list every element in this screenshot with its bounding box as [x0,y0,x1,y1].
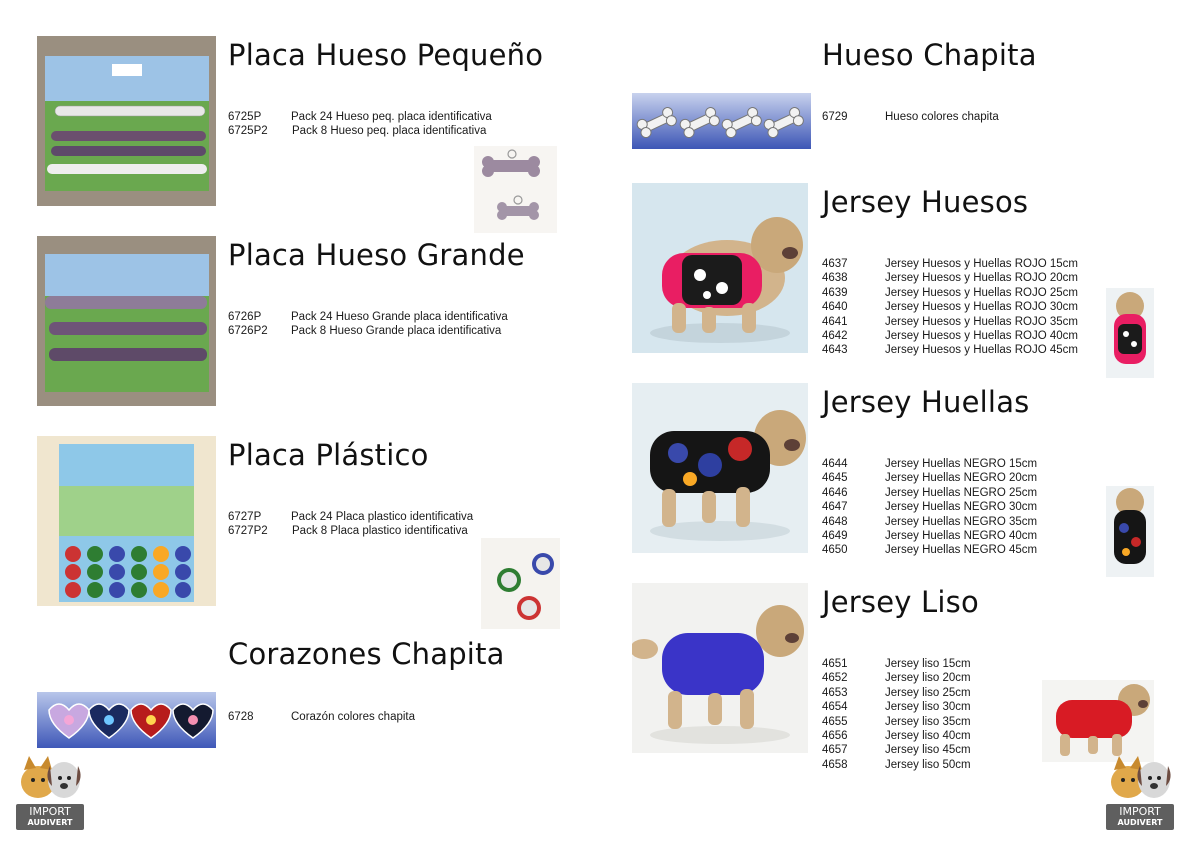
pets-logo-icon [16,752,86,808]
detail-photo-plastic-tags [481,538,560,629]
item-code: 6726P [228,311,262,323]
item-code: 4644 [822,458,848,470]
pets-logo-icon [1106,752,1176,808]
product-photo-jersey-huellas [632,383,808,553]
product-photo-placa-hueso-grande [37,236,216,406]
item-description: Pack 8 Placa plastico identificativa [292,525,468,538]
item-description: Jersey liso 50cm [885,758,971,771]
item-description: Jersey Huellas NEGRO 15cm [885,458,1038,470]
item-code: 4657 [822,744,848,757]
item-description: Pack 24 Placa plastico identificativa [291,511,474,523]
item-code: 4658 [822,758,848,771]
item-code: 4647 [822,501,848,514]
item-description: Jersey liso 15cm [885,658,971,670]
item-description: Jersey Huellas NEGRO 40cm [885,529,1038,542]
detail-photo-jersey-huesos-back [1106,288,1154,378]
brand-logo [1106,752,1176,834]
item-code: 6725P [228,111,262,123]
item-description: Jersey Huesos y Huellas ROJO 15cm [885,258,1079,270]
item-code: 4655 [822,715,848,728]
item-code: 4640 [822,301,848,314]
section-title-jersey-liso: Jersey Liso [822,585,979,619]
item-code: 6729 [822,111,848,123]
item-code: 4651 [822,658,848,670]
product-photo-placa-plastico [37,436,216,606]
item-description: Jersey liso 40cm [885,729,971,742]
logo-line-import: IMPORT [1119,805,1161,818]
item-description: Hueso colores chapita [885,111,999,123]
section-title-jersey-huellas: Jersey Huellas [822,385,1030,419]
item-description: Jersey Huesos y Huellas ROJO 35cm [885,315,1079,328]
detail-photo-jersey-huellas-back [1106,486,1154,577]
section-title-placa-plastico: Placa Plástico [228,438,429,472]
section-title-hueso-chapita: Hueso Chapita [822,38,1037,72]
item-code: 4652 [822,672,848,685]
item-code: 6727P [228,511,262,523]
item-code: 4645 [822,472,848,485]
item-code: 4643 [822,344,848,357]
item-description: Jersey liso 30cm [885,701,971,714]
item-description: Pack 24 Hueso peq. placa identificativa [291,111,492,123]
section-title-placa-hueso-pequeno: Placa Hueso Pequeño [228,38,544,72]
item-code: 4649 [822,529,848,542]
item-code: 6727P2 [228,525,268,538]
item-description: Jersey Huesos y Huellas ROJO 25cm [885,286,1079,299]
item-description: Jersey Huesos y Huellas ROJO 45cm [885,344,1079,357]
item-description: Jersey liso 20cm [885,672,971,685]
item-description: Corazón colores chapita [291,711,416,723]
item-code: 4653 [822,686,848,699]
product-photo-hueso-chapita [632,93,811,149]
item-code: 4654 [822,701,848,714]
logo-line-audivert: AUDIVERT [27,818,73,827]
item-description: Jersey Huellas NEGRO 25cm [885,486,1038,499]
item-description: Pack 8 Hueso peq. placa identificativa [292,125,487,138]
item-description: Jersey liso 45cm [885,744,971,757]
item-description: Jersey liso 35cm [885,715,971,728]
item-code: 4637 [822,258,848,270]
item-description: Jersey Huellas NEGRO 30cm [885,501,1038,514]
item-code: 4650 [822,544,848,557]
item-description: Pack 24 Hueso Grande placa identificativa [291,311,508,323]
product-photo-jersey-huesos [632,183,808,353]
detail-photo-bone-tags [474,146,557,233]
item-code: 6726P2 [228,325,268,338]
item-description: Jersey Huellas NEGRO 20cm [885,472,1038,485]
item-code: 4646 [822,486,848,499]
item-code: 4648 [822,515,848,528]
item-description: Pack 8 Hueso Grande placa identificativa [291,325,502,338]
section-title-placa-hueso-grande: Placa Hueso Grande [228,238,525,272]
section-title-jersey-huesos: Jersey Huesos [822,185,1029,219]
item-description: Jersey Huellas NEGRO 45cm [885,544,1038,557]
item-description: Jersey Huellas NEGRO 35cm [885,515,1038,528]
item-description: Jersey liso 25cm [885,686,971,699]
item-code: 4641 [822,315,848,328]
item-code: 4642 [822,329,848,342]
logo-line-import: IMPORT [29,805,71,818]
item-code: 4639 [822,286,848,299]
section-title-corazones-chapita: Corazones Chapita [228,637,505,671]
product-photo-placa-hueso-pequeno [37,36,216,206]
item-description: Jersey Huesos y Huellas ROJO 20cm [885,272,1079,285]
product-photo-corazones-chapita [37,692,216,748]
product-photo-jersey-liso [632,583,808,753]
item-code: 4656 [822,729,848,742]
brand-logo [16,752,86,834]
item-code: 6725P2 [228,125,268,138]
detail-photo-jersey-liso-red [1042,680,1154,762]
item-description: Jersey Huesos y Huellas ROJO 40cm [885,329,1079,342]
logo-line-audivert: AUDIVERT [1117,818,1163,827]
item-code: 4638 [822,272,848,285]
item-description: Jersey Huesos y Huellas ROJO 30cm [885,301,1079,314]
item-code: 6728 [228,711,254,723]
